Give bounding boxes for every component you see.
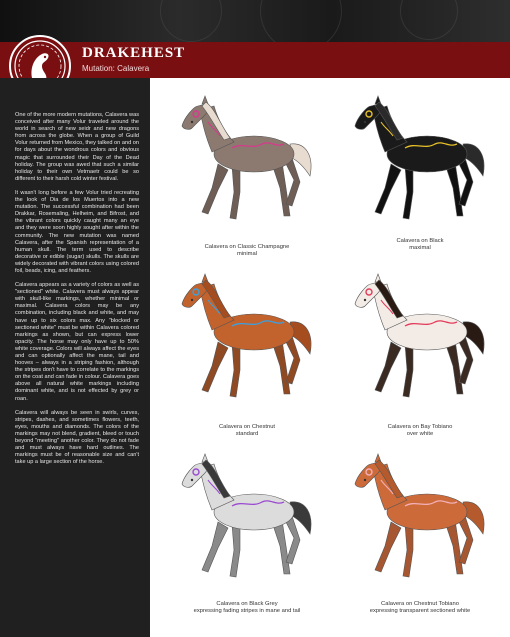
horse-leg (375, 522, 401, 572)
page-subtitle: Mutation: Calavera (82, 64, 150, 73)
caption-type: expressing fading stripes in mane and tail (193, 608, 301, 614)
horse-eye (364, 121, 366, 123)
rose-decoration (160, 0, 222, 42)
caption-type: over white (406, 431, 434, 437)
horse-leg (272, 520, 290, 574)
horse-eye (364, 479, 366, 481)
example-caption (172, 424, 322, 438)
example-caption (345, 601, 495, 615)
horse-illustration (345, 450, 495, 590)
horse-leg (230, 524, 240, 577)
horse-leg (230, 344, 240, 397)
example-caption (345, 238, 495, 252)
horse-illustration (345, 92, 495, 232)
header-banner (0, 0, 510, 42)
horse-leg (403, 344, 413, 397)
caption-type: expressing transparent sectioned white (369, 608, 471, 614)
caption-color: Calavera on Bay Tobiano (387, 424, 453, 430)
caption-type: standard (235, 431, 259, 437)
horse-leg (230, 166, 240, 219)
caption-color: Calavera on Black (396, 238, 444, 244)
horse-leg (403, 166, 413, 219)
horse-illustration (345, 270, 495, 410)
horse-leg (445, 162, 463, 216)
horse-illustration (172, 270, 322, 410)
example-caption (172, 244, 322, 258)
horse-illustration (172, 450, 322, 590)
caption-color: Calavera on Black Grey (216, 601, 278, 607)
horse-eye (364, 299, 366, 301)
description-paragraph: Calavera will always be seen in swirls, curves, stripes, dashes, and sometimes flowers, teeth, eyes, mouths and diamonds. The colors of the markings may not blend, gradient, bleed or touch beyond "meeting" another color. They do not fade and must always have hard outlines. The markings must be of reasonable size and can't take up a large section of the horse. (15, 409, 139, 466)
horse-leg (202, 164, 228, 214)
horse-eye (191, 479, 193, 481)
horse-leg (272, 162, 290, 216)
horse-leg (202, 342, 228, 392)
horse-eye (191, 121, 193, 123)
horse-leg (375, 342, 401, 392)
horse-leg (272, 340, 290, 394)
caption-type: minimal (237, 251, 257, 257)
rose-decoration (260, 0, 342, 42)
horse-leg (202, 522, 228, 572)
caption-color: Calavera on Chestnut (218, 424, 276, 430)
example-caption (172, 601, 322, 615)
horse-illustration (172, 92, 322, 232)
description-paragraph: It wasn't long before a few Volur tried recreating the look of Dia de los Muertos into a new mutation. The successful combination had been Drakkar, Rosemaling, Helheim, and Bifrost, and the vibrant colors quickly caught many an eye and they were soon highly sought after within the community. The new mutation was named Calavera, after the Spanish representation of a human skull. The term used to describe decorative or edible (sugar) skulls. The skulls are widely decorated with vibrant colors using colored foil, beads, icing, and feathers. (15, 189, 139, 274)
horse-leg (375, 164, 401, 214)
example-caption (345, 424, 495, 438)
page-title: DRAKEHEST (82, 45, 186, 61)
description-paragraph: Calavera appears as a variety of colors as well as "sectioned" white. Calavera must always appear with skull-like markings, whether minimal or maximal. Calavera colors may be any combination, including black and white, and may have up to six colors max. Any "blocked or sectioned white" must be within Calavera colored markings as shown, but can express lower opacity. The horse may only have up to 50% white coverage. Colors will always affect the eyes and can optionally affect the mane, tail and hooves – always in a striping fashion, although the stripes don't have to correlate to the markings on the coat and can fade in colour. Calavera goes above all natural white markings including dominant white, and is not effected by grey or roan. (15, 282, 139, 402)
horse-leg (445, 340, 463, 394)
caption-color: Calavera on Chestnut Tobiano (381, 601, 459, 607)
title-bar (0, 42, 510, 78)
description-text (15, 112, 139, 473)
horse-leg (403, 524, 413, 577)
horse-eye (191, 299, 193, 301)
horse-leg (445, 520, 463, 574)
caption-color: Calavera on Classic Champagne (204, 244, 290, 250)
caption-type: maximal (409, 245, 431, 251)
description-paragraph: One of the more modern mutations, Calavera was conceived after many Volur traveled around the world in search of new seidr and new dragons from across the globe. When a group of Guild Volur returned from Mexico, they talked on and on for days about the wondrous colors and obvious magic that surrounded their Day of the Dead holiday. The group was awed that such a similar holiday to their own Vetrnaetr could be so different to their harsh cold winter festival. (15, 112, 139, 182)
rose-decoration (400, 0, 458, 40)
